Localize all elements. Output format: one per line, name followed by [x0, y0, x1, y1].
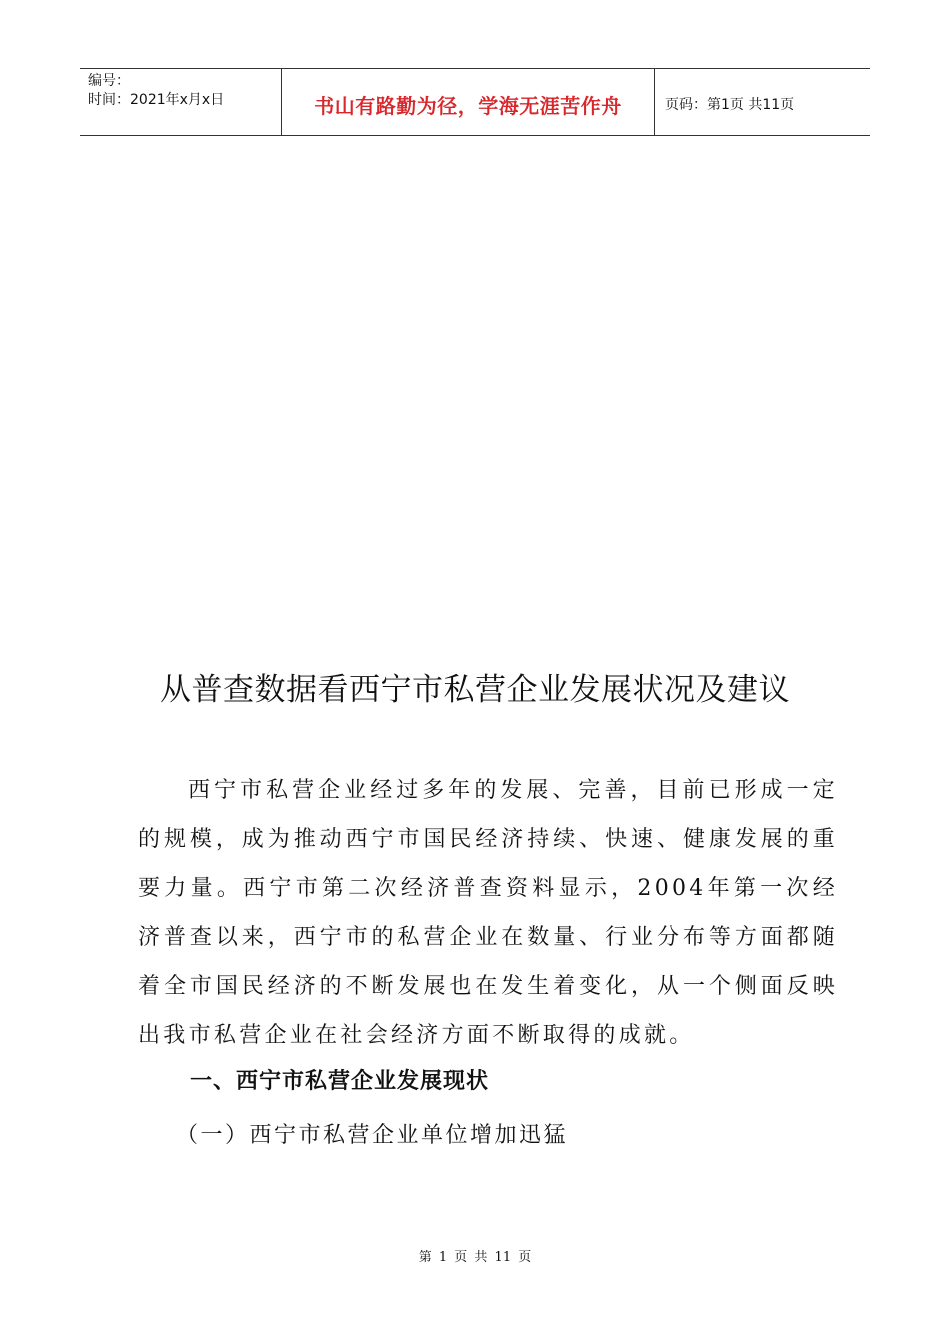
document-title: 从普查数据看西宁市私营企业发展状况及建议: [160, 672, 790, 708]
time-label: 时间：2021年x月x日: [88, 92, 225, 108]
body-text: [138, 766, 838, 1060]
paragraph-1: 西宁市私营企业经过多年的发展、完善，目前已形成一定的规模，成为推动西宁市国民经济持续、快速、健康发展的重要力量。西宁市第二次经济普查资料显示，2004年第一次经济普查以来，西宁市的私营企业在数量、行业分布等方面都随着全市国民经济的不断发展也在发生着变化，从一个侧面反映出我市私营企业在社会经济方面不断取得的成就。: [138, 778, 838, 1048]
header-page-cell: [655, 69, 870, 135]
subsection-1-heading: （一）西宁市私营企业单位增加迅猛: [176, 1123, 569, 1148]
motto-text: 书山有路勤为径，学海无涯苦作舟: [314, 93, 622, 118]
header-table: [80, 68, 870, 136]
page-info: 页码：第1页 共11页: [665, 97, 795, 113]
number-label: 编号：: [88, 73, 130, 89]
header-meta-cell: [80, 69, 282, 135]
page-footer: 第 1 页 共 11 页: [418, 1250, 532, 1265]
section-1-heading: 一、西宁市私营企业发展现状: [190, 1069, 490, 1094]
header-motto-cell: [282, 69, 655, 135]
